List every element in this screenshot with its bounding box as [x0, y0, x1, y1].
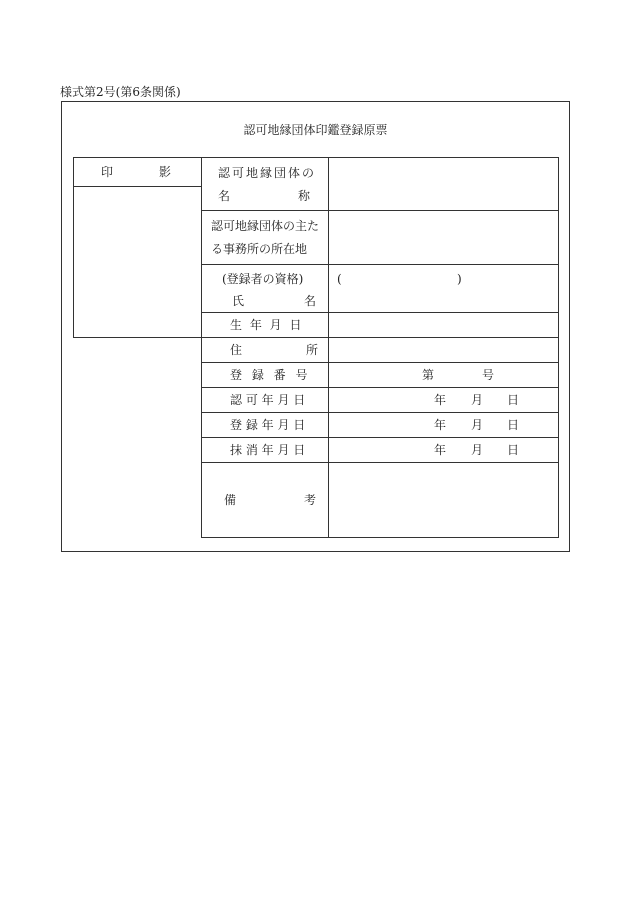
approval-date-year: 年 — [434, 393, 447, 407]
registrant-label-line1: (登録者の資格) — [222, 272, 304, 286]
registrant-value-cell[interactable] — [328, 264, 559, 313]
seal-label — [101, 165, 171, 179]
office-location-value-cell[interactable] — [328, 210, 559, 265]
address-label: 住 所 — [230, 343, 326, 357]
registrant-open-paren: ( — [337, 272, 342, 286]
group-name-label-line1: 認可地縁団体の — [218, 166, 317, 180]
office-location-label-line2: る事務所の所在地 — [211, 242, 308, 256]
registration-date-day: 日 — [507, 418, 520, 432]
remarks-label: 備 考 — [224, 493, 321, 507]
registration-number-suffix: 号 — [482, 368, 495, 382]
registration-number-value-cell[interactable] — [328, 362, 559, 388]
cancellation-date-month: 月 — [471, 443, 484, 457]
seal-label-char-1: 印 — [101, 165, 114, 179]
registrant-label-line2: 氏 名 — [232, 294, 323, 308]
group-name-label-line2: 名 称 — [218, 189, 319, 203]
cancellation-date-label: 抹 消 年 月 日 — [230, 443, 306, 457]
seal-label-char-2: 影 — [158, 165, 171, 179]
birth-date-label: 生 年 月 日 — [230, 318, 304, 332]
approval-date-month: 月 — [471, 393, 484, 407]
registrant-close-paren: ) — [457, 272, 462, 286]
cancellation-date-day: 日 — [507, 443, 520, 457]
group-name-value-cell[interactable] — [328, 157, 559, 211]
approval-date-day: 日 — [507, 393, 520, 407]
registration-number-prefix: 第 — [422, 368, 435, 382]
seal-impression-area[interactable] — [73, 186, 202, 338]
office-location-label-line1: 認可地縁団体の主た — [211, 219, 320, 233]
remarks-value-cell[interactable] — [328, 462, 559, 538]
form-caption: 様式第2号(第6条関係) — [60, 85, 181, 99]
registration-number-label: 登 録 番 号 — [230, 368, 311, 382]
registration-date-year: 年 — [434, 418, 447, 432]
registration-date-month: 月 — [471, 418, 484, 432]
registration-date-label: 登 録 年 月 日 — [230, 418, 306, 432]
cancellation-date-year: 年 — [434, 443, 447, 457]
address-value-cell[interactable] — [328, 337, 559, 363]
birth-date-value-cell[interactable] — [328, 312, 559, 338]
form-title: 認可地縁団体印鑑登録原票 — [243, 123, 388, 137]
approval-date-label: 認 可 年 月 日 — [230, 393, 306, 407]
